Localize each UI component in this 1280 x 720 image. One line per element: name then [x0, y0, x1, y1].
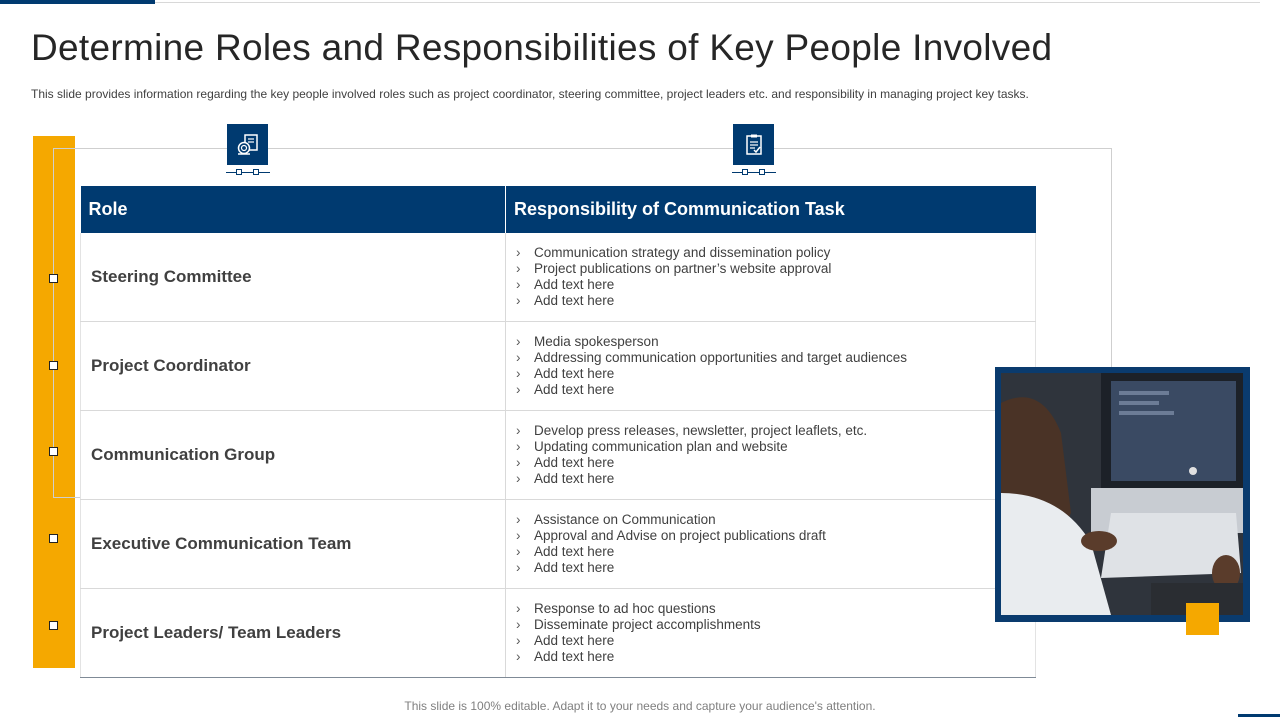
row-marker: [49, 447, 58, 456]
icon-connector-dot: [759, 169, 765, 175]
slide-subtitle: This slide provides information regarding the key people involved roles such as project coordinator, steering committee, project leaders etc. and responsibility in managing project key tasks.: [31, 87, 1029, 101]
task-checklist-icon: [733, 124, 774, 165]
row-marker: [49, 274, 58, 283]
chevron-right-icon: ›: [516, 601, 521, 616]
list-item: › Assistance on Communication: [516, 512, 716, 527]
list-item: › Add text here: [516, 471, 615, 486]
list-item: › Add text here: [516, 455, 615, 470]
responsibility-cell: [506, 322, 1036, 411]
responsibility-cell: [506, 411, 1036, 500]
list-item: › Response to ad hoc questions: [516, 601, 716, 616]
chevron-right-icon: ›: [516, 245, 521, 260]
row-marker: [49, 534, 58, 543]
responsibility-cell: [506, 233, 1036, 322]
chevron-right-icon: ›: [516, 455, 521, 470]
chevron-right-icon: ›: [516, 277, 521, 292]
role-cell: Executive Communication Team: [81, 500, 506, 589]
chevron-right-icon: ›: [516, 382, 521, 397]
chevron-right-icon: ›: [516, 649, 521, 664]
chevron-right-icon: ›: [516, 439, 521, 454]
list-item: › Addressing communication opportunities and target audiences: [516, 350, 907, 365]
chevron-right-icon: ›: [516, 350, 521, 365]
table-row: [81, 589, 1036, 678]
chevron-right-icon: ›: [516, 366, 521, 381]
table-row: [81, 411, 1036, 500]
icon-connector-dot: [236, 169, 242, 175]
responsibility-cell: [506, 500, 1036, 589]
responsibility-cell: [506, 589, 1036, 678]
icon-connector-line: [732, 172, 776, 173]
list-item: › Media spokesperson: [516, 334, 659, 349]
role-cell: Communication Group: [81, 411, 506, 500]
chevron-right-icon: ›: [516, 544, 521, 559]
list-item: › Develop press releases, newsletter, project leaflets, etc.: [516, 423, 868, 438]
list-item: › Project publications on partner’s website approval: [516, 261, 832, 276]
role-cell: Project Leaders/ Team Leaders: [81, 589, 506, 678]
table-row: [81, 233, 1036, 322]
row-marker: [49, 361, 58, 370]
chevron-right-icon: ›: [516, 528, 521, 543]
chevron-right-icon: ›: [516, 471, 521, 486]
roles-table: [80, 186, 1036, 678]
table-row: [81, 500, 1036, 589]
bottom-accent-bar: [1238, 714, 1280, 717]
list-item: › Approval and Advise on project publications draft: [516, 528, 826, 543]
table-header-row: [81, 186, 1036, 233]
table-row: [81, 322, 1036, 411]
chevron-right-icon: ›: [516, 261, 521, 276]
icon-connector-line: [226, 172, 270, 173]
chevron-right-icon: ›: [516, 560, 521, 575]
people-document-icon: [227, 124, 268, 165]
list-item: › Add text here: [516, 633, 615, 648]
role-cell: Steering Committee: [81, 233, 506, 322]
chevron-right-icon: ›: [516, 334, 521, 349]
list-item: › Disseminate project accomplishments: [516, 617, 761, 632]
icon-connector-dot: [742, 169, 748, 175]
yellow-accent-square: [1186, 603, 1219, 635]
chevron-right-icon: ›: [516, 423, 521, 438]
list-item: › Add text here: [516, 277, 615, 292]
chevron-right-icon: ›: [516, 617, 521, 632]
list-item: › Add text here: [516, 649, 615, 664]
role-column-header: Role: [81, 186, 506, 233]
list-item: › Add text here: [516, 293, 615, 308]
row-marker: [49, 621, 58, 630]
list-item: › Updating communication plan and website: [516, 439, 788, 454]
chevron-right-icon: ›: [516, 512, 521, 527]
list-item: › Add text here: [516, 366, 615, 381]
list-item: › Add text here: [516, 544, 615, 559]
list-item: › Communication strategy and dissemination policy: [516, 245, 831, 260]
responsibility-column-header: Responsibility of Communication Task: [506, 186, 1036, 233]
role-cell: Project Coordinator: [81, 322, 506, 411]
list-item: › Add text here: [516, 560, 615, 575]
footer-note: This slide is 100% editable. Adapt it to your needs and capture your audience's attention.: [404, 699, 876, 713]
top-divider: [155, 2, 1260, 3]
person-at-computer-image: [1001, 373, 1243, 615]
chevron-right-icon: ›: [516, 633, 521, 648]
chevron-right-icon: ›: [516, 293, 521, 308]
slide-title: Determine Roles and Responsibilities of Key People Involved: [31, 27, 1053, 68]
list-item: › Add text here: [516, 382, 615, 397]
top-accent-bar: [0, 0, 155, 4]
icon-connector-dot: [253, 169, 259, 175]
